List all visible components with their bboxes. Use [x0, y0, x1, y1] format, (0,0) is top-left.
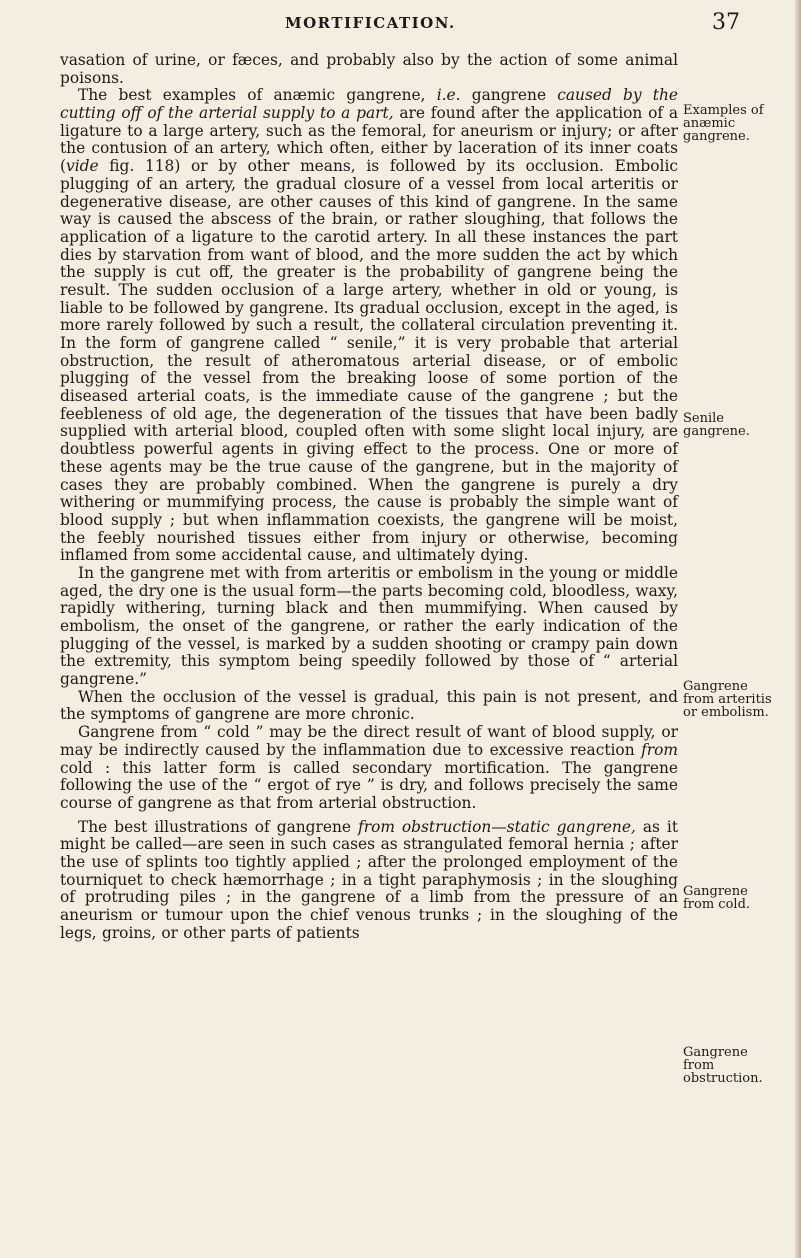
margin-note-cold: Gangrene from cold.	[683, 884, 751, 912]
paragraph-6: The best illustrations of gangrene from obstruction—static gangrene, as it might be called—are seen in such cases as strangulated femoral hernia ; after the use of splints too tightly applied ; after the prolonged employment of the tourniquet to check hæmorrhage ; in a tight paraphymosis ; in the sloughing of protruding piles ; in the gangrene of a limb from the pressure of an aneurism or tumour upon the chief venous trunks ; in the sloughing of the legs, groins, or other parts of patients	[60, 817, 679, 942]
running-title: MORTIFICATION.	[285, 14, 456, 32]
page-edge	[795, 0, 801, 1258]
body-text	[60, 52, 678, 942]
paragraph-3: In the gangrene met with from arteritis or embolism in the young or middle aged, the dry one is the usual form—the parts becoming cold, bloodless, waxy, rapidly withering, turning black and then mummifying. When caused by embolism, the onset of the gangrene, or rather the early indication of the plugging of the vessel, is marked by a sudden shooting or crampy pain down the extremity, this symptom being speedily followed by those of “ arterial gangrene.”	[60, 563, 678, 689]
paragraph-4: When the occlusion of the vessel is gradual, this pain is not present, and the symptoms of gangrene are more chronic.	[60, 687, 678, 724]
margin-note-anaemic-gangrene: Examples of anæmic gangrene.	[683, 103, 764, 144]
page-header	[60, 10, 740, 38]
paragraph-5: Gangrene from “ cold ” may be the direct result of want of blood supply, or may be indirectly caused by the inflammation due to excessive reaction from cold : this latter form is called secondary mortification. The gangrene following the use of the “ ergot of rye ” is dry, and follows precisely the same course of gangrene as that from arterial obstruction.	[60, 723, 678, 812]
margin-note-senile-gangrene: Senile gangrene.	[683, 411, 750, 439]
margin-note-arteritis-embolism: Gangrene from arteritis or embolism.	[683, 679, 772, 720]
margin-note-obstruction: Gangrene from obstruction.	[683, 1045, 763, 1086]
paragraph-1: vasation of urine, or fæces, and probably also by the action of some animal poisons.	[60, 51, 678, 87]
page-number: 37	[712, 10, 740, 35]
paragraph-2: The best examples of anæmic gangrene, i.e. gangrene caused by the cutting off of the arterial supply to a part, are found after the application of a ligature to a large artery, such as the femoral, for aneurism or injury; or after the contusion of an artery, which often, either by laceration of its inner coats (vide fig. 118) or by other means, is followed by its occlusion. Embolic plugging of an artery, the gradual closure of a vessel from local arteritis or degenerative disease, are other causes of this kind of gangrene. In the same way is caused the abscess of the brain, or rather sloughing, that follows the application of a ligature to the carotid artery. In all these instances the part dies by starvation from want of blood, and the more sudden the act by which the supply is cut off, the greater is the probability of gangrene being the result. The sudden occlusion of a large artery, whether in old or young, is liable to be followed by gangrene. Its gradual occlusion, except in the aged, is more rarely followed by such a result, the collateral circulation preventing it. In the form of gangrene called “ senile,” it is very probable that arterial obstruction, the result of atheromatous arterial disease, or of embolic plugging of the vessel from the breaking loose of some portion of the diseased arterial coats, is the immediate cause of the gangrene ; but the feebleness of old age, the degeneration of the tissues that have been badly supplied with arterial blood, coupled often with some slight local injury, are doubtless powerful agents in giving effect to the process. One or more of these agents may be the true cause of the gangrene, but in the majority of cases they are probably combined. When the gangrene is purely a dry withering or mummifying process, the cause is probably the simple want of blood supply ; but when inflammation coexists, the gangrene will be moist, the feebly nourished tissues either from injury or otherwise, becoming inflamed from some accidental cause, and ultimately dying.	[60, 86, 679, 565]
